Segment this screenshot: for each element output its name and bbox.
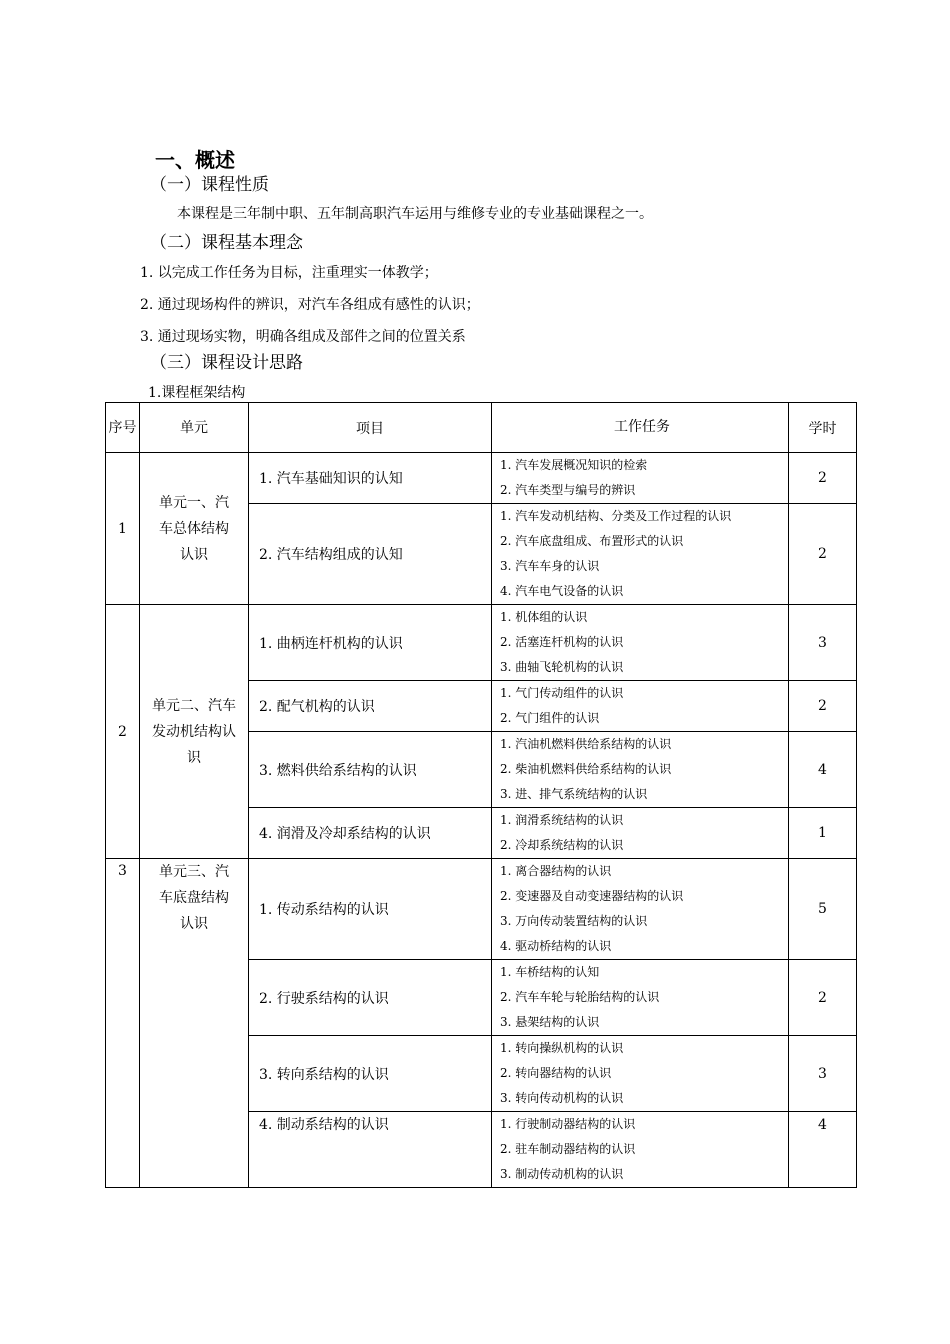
task-item: 3. 汽车车身的认识 bbox=[500, 559, 600, 573]
task-item: 1. 汽车发展概况知识的检索 bbox=[500, 458, 648, 472]
task-item: 3. 进、排气系统结构的认识 bbox=[500, 787, 648, 801]
project-cell: 4. 润滑及冷却系结构的认识 bbox=[249, 808, 492, 859]
unit-name: 单元一、汽车总体结构认识 bbox=[140, 453, 249, 605]
section-heading: 一、概述 bbox=[155, 148, 235, 172]
tasks-cell bbox=[492, 732, 789, 808]
project-cell: 1. 汽车基础知识的认知 bbox=[249, 453, 492, 504]
task-item: 2. 变速器及自动变速器结构的认识 bbox=[500, 889, 684, 903]
task-item: 2. 汽车类型与编号的辨识 bbox=[500, 483, 636, 497]
hours-cell: 2 bbox=[789, 681, 857, 732]
task-item: 2. 汽车车轮与轮胎结构的认识 bbox=[500, 990, 660, 1004]
hours-cell: 3 bbox=[789, 1036, 857, 1112]
course-philosophy-title: （二）课程基本理念 bbox=[150, 233, 303, 253]
unit-no: 1 bbox=[106, 453, 140, 605]
task-item: 3. 悬架结构的认识 bbox=[500, 1015, 600, 1029]
task-item: 1. 汽油机燃料供给系结构的认识 bbox=[500, 737, 672, 751]
table-row bbox=[106, 453, 857, 504]
task-item: 2. 活塞连杆机构的认识 bbox=[500, 635, 624, 649]
task-item: 1. 车桥结构的认知 bbox=[500, 965, 600, 979]
project-cell: 2. 配气机构的认识 bbox=[249, 681, 492, 732]
project-cell: 2. 汽车结构组成的认知 bbox=[249, 504, 492, 605]
framework-subtitle: 1.课程框架结构 bbox=[148, 385, 246, 401]
project-cell: 1. 传动系结构的认识 bbox=[249, 859, 492, 960]
header-tasks: 工作任务 bbox=[492, 403, 789, 453]
project-cell: 1. 曲柄连杆机构的认识 bbox=[249, 605, 492, 681]
header-unit: 单元 bbox=[140, 403, 249, 453]
task-item: 4. 汽车电气设备的认识 bbox=[500, 584, 624, 598]
task-item: 3. 制动传动机构的认识 bbox=[500, 1167, 624, 1181]
hours-cell: 3 bbox=[789, 605, 857, 681]
header-no: 序号 bbox=[106, 403, 140, 453]
tasks-cell bbox=[492, 453, 789, 504]
task-item: 3. 曲轴飞轮机构的认识 bbox=[500, 660, 624, 674]
tasks-cell bbox=[492, 1112, 789, 1188]
header-project: 项目 bbox=[249, 403, 492, 453]
project-cell: 3. 转向系结构的认识 bbox=[249, 1036, 492, 1112]
hours-cell: 5 bbox=[789, 859, 857, 960]
task-item: 2. 气门组件的认识 bbox=[500, 711, 600, 725]
hours-cell: 2 bbox=[789, 504, 857, 605]
task-item: 1. 气门传动组件的认识 bbox=[500, 686, 624, 700]
task-item: 3. 转向传动机构的认识 bbox=[500, 1091, 624, 1105]
task-item: 2. 冷却系统结构的认识 bbox=[500, 838, 624, 852]
hours-cell: 4 bbox=[789, 732, 857, 808]
table-row bbox=[106, 605, 857, 681]
task-item: 1. 行驶制动器结构的认识 bbox=[500, 1117, 636, 1131]
tasks-cell bbox=[492, 1036, 789, 1112]
course-design-title: （三）课程设计思路 bbox=[150, 353, 303, 373]
task-item: 2. 驻车制动器结构的认识 bbox=[500, 1142, 636, 1156]
philosophy-item: 2. 通过现场构件的辨识，对汽车各组成有感性的认识； bbox=[140, 297, 480, 313]
tasks-cell bbox=[492, 859, 789, 960]
table-header-row bbox=[106, 403, 857, 453]
header-hours: 学时 bbox=[789, 403, 857, 453]
task-item: 3. 万向传动装置结构的认识 bbox=[500, 914, 648, 928]
tasks-cell bbox=[492, 681, 789, 732]
unit-name: 单元二、汽车发动机结构认识 bbox=[140, 605, 249, 859]
tasks-cell bbox=[492, 808, 789, 859]
unit-no: 2 bbox=[106, 605, 140, 859]
hours-cell: 2 bbox=[789, 453, 857, 504]
philosophy-item: 1. 以完成工作任务为目标，注重理实一体教学； bbox=[140, 265, 438, 281]
table-row bbox=[106, 859, 857, 960]
task-item: 2. 汽车底盘组成、布置形式的认识 bbox=[500, 534, 684, 548]
task-item: 2. 柴油机燃料供给系结构的认识 bbox=[500, 762, 672, 776]
tasks-cell bbox=[492, 605, 789, 681]
course-nature-text: 本课程是三年制中职、五年制高职汽车运用与维修专业的专业基础课程之一。 bbox=[177, 206, 653, 222]
course-framework-table bbox=[105, 402, 857, 1188]
project-cell: 3. 燃料供给系结构的认识 bbox=[249, 732, 492, 808]
task-item: 4. 驱动桥结构的认识 bbox=[500, 939, 612, 953]
task-item: 1. 离合器结构的认识 bbox=[500, 864, 612, 878]
task-item: 1. 汽车发动机结构、分类及工作过程的认识 bbox=[500, 509, 732, 523]
task-item: 1. 润滑系统结构的认识 bbox=[500, 813, 624, 827]
task-item: 2. 转向器结构的认识 bbox=[500, 1066, 612, 1080]
tasks-cell bbox=[492, 504, 789, 605]
project-cell: 2. 行驶系结构的认识 bbox=[249, 960, 492, 1036]
hours-cell: 4 bbox=[789, 1112, 857, 1188]
task-item: 1. 转向操纵机构的认识 bbox=[500, 1041, 624, 1055]
hours-cell: 2 bbox=[789, 960, 857, 1036]
philosophy-item: 3. 通过现场实物，明确各组成及部件之间的位置关系 bbox=[140, 329, 466, 345]
project-cell: 4. 制动系结构的认识 bbox=[249, 1112, 492, 1188]
unit-name: 单元三、汽车底盘结构认识 bbox=[140, 859, 249, 1188]
course-nature-title: （一）课程性质 bbox=[150, 175, 269, 195]
task-item: 1. 机体组的认识 bbox=[500, 610, 588, 624]
unit-no: 3 bbox=[106, 859, 140, 1188]
hours-cell: 1 bbox=[789, 808, 857, 859]
tasks-cell bbox=[492, 960, 789, 1036]
